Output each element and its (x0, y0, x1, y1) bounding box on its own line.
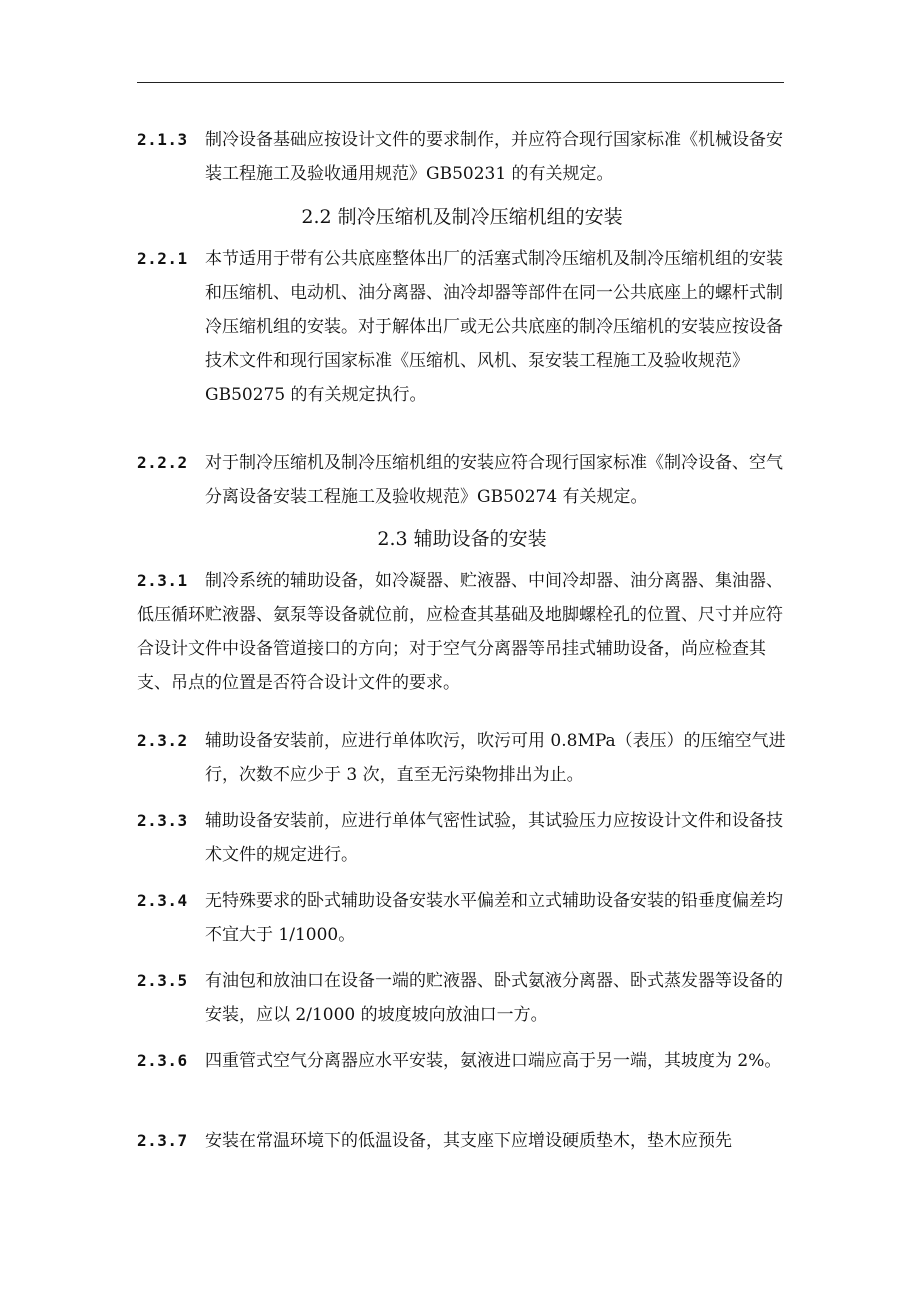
clause-number: 2.2.2 (137, 453, 188, 472)
clause-2-2-1 (137, 242, 787, 412)
clause-text: 本节适用于带有公共底座整体出厂的活塞式制冷压缩机及制冷压缩机组的安装和压缩机、电动机、油分离器、油冷却器等部件在同一公共底座上的螺杆式制冷压缩机组的安装。对于解体出厂或无公共底座的制冷压缩机的安装应按设备技术文件和现行国家标准《压缩机、风机、泵安装工程施工及验收规范》GB50275 的有关规定执行。 (205, 249, 783, 405)
section-heading-2-3: 2.3 辅助设备的安装 (377, 528, 547, 550)
clause-number: 2.3.4 (137, 891, 188, 910)
clause-number: 2.3.6 (137, 1051, 188, 1070)
clause-number: 2.3.5 (137, 971, 188, 990)
clause-2-3-5 (137, 964, 787, 1032)
clause-number: 2.3.7 (137, 1131, 188, 1150)
clause-number: 2.3.1 (137, 571, 188, 590)
clause-2-3-2 (137, 724, 787, 792)
section-heading-2-2: 2.2 制冷压缩机及制冷压缩机组的安装 (301, 206, 623, 228)
clause-2-3-1 (137, 564, 787, 700)
clause-2-3-7 (137, 1124, 787, 1158)
clause-text: 有油包和放油口在设备一端的贮液器、卧式氨液分离器、卧式蒸发器等设备的安装，应以 2/1000 的坡度坡向放油口一方。 (205, 971, 783, 1025)
clause-number: 2.3.3 (137, 811, 188, 830)
clause-2-3-4 (137, 884, 787, 952)
clause-number: 2.3.2 (137, 731, 188, 750)
clause-text: 对于制冷压缩机及制冷压缩机组的安装应符合现行国家标准《制冷设备、空气分离设备安装工程施工及验收规范》GB50274 有关规定。 (205, 453, 783, 507)
header-rule (137, 82, 784, 83)
clause-text: 辅助设备安装前，应进行单体吹污，吹污可用 0.8MPa（表压）的压缩空气进行，次数不应少于 3 次，直至无污染物排出为止。 (205, 731, 786, 785)
clause-text: 安装在常温环境下的低温设备，其支座下应增设硬质垫木，垫木应预先 (205, 1131, 732, 1151)
clause-text: 辅助设备安装前，应进行单体气密性试验，其试验压力应按设计文件和设备技术文件的规定进行。 (205, 811, 783, 865)
clause-2-3-3 (137, 804, 787, 872)
clause-text: 四重管式空气分离器应水平安装，氨液进口端应高于另一端，其坡度为 2%。 (205, 1051, 782, 1071)
clause-number: 2.1.3 (137, 130, 188, 149)
clause-text: 无特殊要求的卧式辅助设备安装水平偏差和立式辅助设备安装的铅垂度偏差均不宜大于 1/1000。 (205, 891, 783, 945)
clause-2-1-3 (137, 123, 787, 191)
clause-text: 制冷系统的辅助设备，如冷凝器、贮液器、中间冷却器、油分离器、集油器、低压循环贮液器、氨泵等设备就位前，应检查其基础及地脚螺栓孔的位置、尺寸并应符合设计文件中设备管道接口的方向；对于空气分离器等吊挂式辅助设备，尚应检查其支、吊点的位置是否符合设计文件的要求。 (137, 571, 783, 693)
clause-number: 2.2.1 (137, 249, 188, 268)
clause-text: 制冷设备基础应按设计文件的要求制作，并应符合现行国家标准《机械设备安装工程施工及验收通用规范》GB50231 的有关规定。 (205, 130, 783, 184)
clause-2-3-6 (137, 1044, 787, 1078)
clause-2-2-2 (137, 446, 787, 514)
